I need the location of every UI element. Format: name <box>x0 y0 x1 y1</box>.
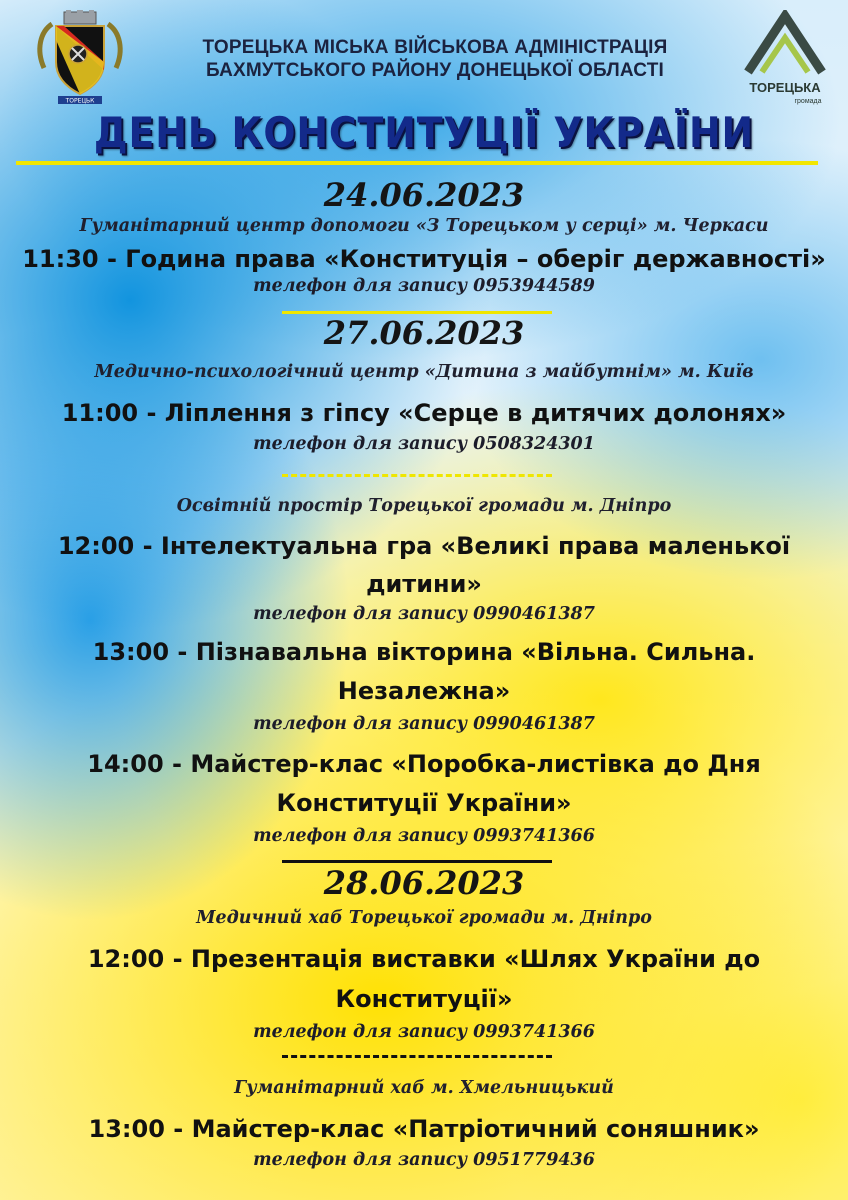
event-1200-game-line-1: 12:00 - Інтелектуальна гра «Великі права маленької <box>57 532 791 560</box>
event-1200-exhibition-line-1: 12:00 - Презентація виставки «Шлях України до <box>87 945 761 973</box>
coat-of-arms-emblem <box>30 10 130 110</box>
event-1200-game-phone: телефон для запису 0990461387 <box>253 604 595 624</box>
title-underline <box>16 161 818 165</box>
day-1-venue-1: Гуманітарний центр допомоги «З Торецьком у серці» м. Черкаси <box>79 216 769 236</box>
org-line-1: ТОРЕЦЬКА МІСЬКА ВІЙСЬКОВА АДМІНІСТРАЦІЯ <box>202 37 668 58</box>
event-1300-sunflower: 13:00 - Майстер-клас «Патріотичний соняшник» <box>88 1115 760 1143</box>
separator-black <box>282 860 552 863</box>
event-1300-quiz-line-1: 13:00 - Пізнавальна вікторина «Вільна. Сильна. <box>92 638 756 666</box>
event-1100-phone: телефон для запису 0508324301 <box>253 434 595 454</box>
event-1400-craft-line-1: 14:00 - Майстер-клас «Поробка-листівка до Дня <box>87 750 761 778</box>
event-1130: 11:30 - Година права «Конституція – оберіг державності» <box>22 245 826 273</box>
page-title: ДЕНЬ КОНСТИТУЦІЇ УКРАЇНИ <box>93 108 755 157</box>
event-1300-quiz-phone: телефон для запису 0990461387 <box>253 714 595 734</box>
day-3-venue-1: Медичний хаб Торецької громади м. Дніпро <box>196 908 652 928</box>
event-1200-exhibition-phone: телефон для запису 0993741366 <box>253 1022 595 1042</box>
event-1130-phone: телефон для запису 0953944589 <box>253 276 595 296</box>
coat-caption: ТОРЕЦЬК <box>65 97 95 105</box>
event-1400-craft-phone: телефон для запису 0993741366 <box>253 826 595 846</box>
event-1300-quiz-line-2: Незалежна» <box>337 677 511 705</box>
day-3-venue-2: Гуманітарний хаб м. Хмельницький <box>234 1078 614 1098</box>
event-1100: 11:00 - Ліплення з гіпсу «Серце в дитячих долонях» <box>61 399 787 427</box>
torets-community-logo <box>738 10 832 110</box>
event-1200-exhibition-line-2: Конституції» <box>335 985 513 1013</box>
dashed-separator-yellow <box>282 474 552 477</box>
header <box>0 0 848 112</box>
dashed-separator-black <box>282 1055 552 1058</box>
brand-name: ТОРЕЦЬКА <box>749 80 821 95</box>
event-1300-sunflower-phone: телефон для запису 0951779436 <box>253 1150 595 1170</box>
event-1400-craft-line-2: Конституції України» <box>276 789 572 817</box>
day-3-date: 28.06.2023 <box>323 864 525 902</box>
day-2-venue-2: Освітній простір Торецької громади м. Дніпро <box>176 496 672 516</box>
brand-sub: громада <box>794 98 822 105</box>
day-1-date: 24.06.2023 <box>323 176 525 214</box>
day-2-date: 27.06.2023 <box>323 314 525 352</box>
day-2-venue-1: Медично-психологічний центр «Дитина з майбутнім» м. Київ <box>94 362 754 382</box>
organization-name <box>140 36 730 82</box>
org-line-2: БАХМУТСЬКОГО РАЙОНУ ДОНЕЦЬКОЇ ОБЛАСТІ <box>205 60 665 81</box>
event-1200-game-line-2: дитини» <box>366 570 482 598</box>
